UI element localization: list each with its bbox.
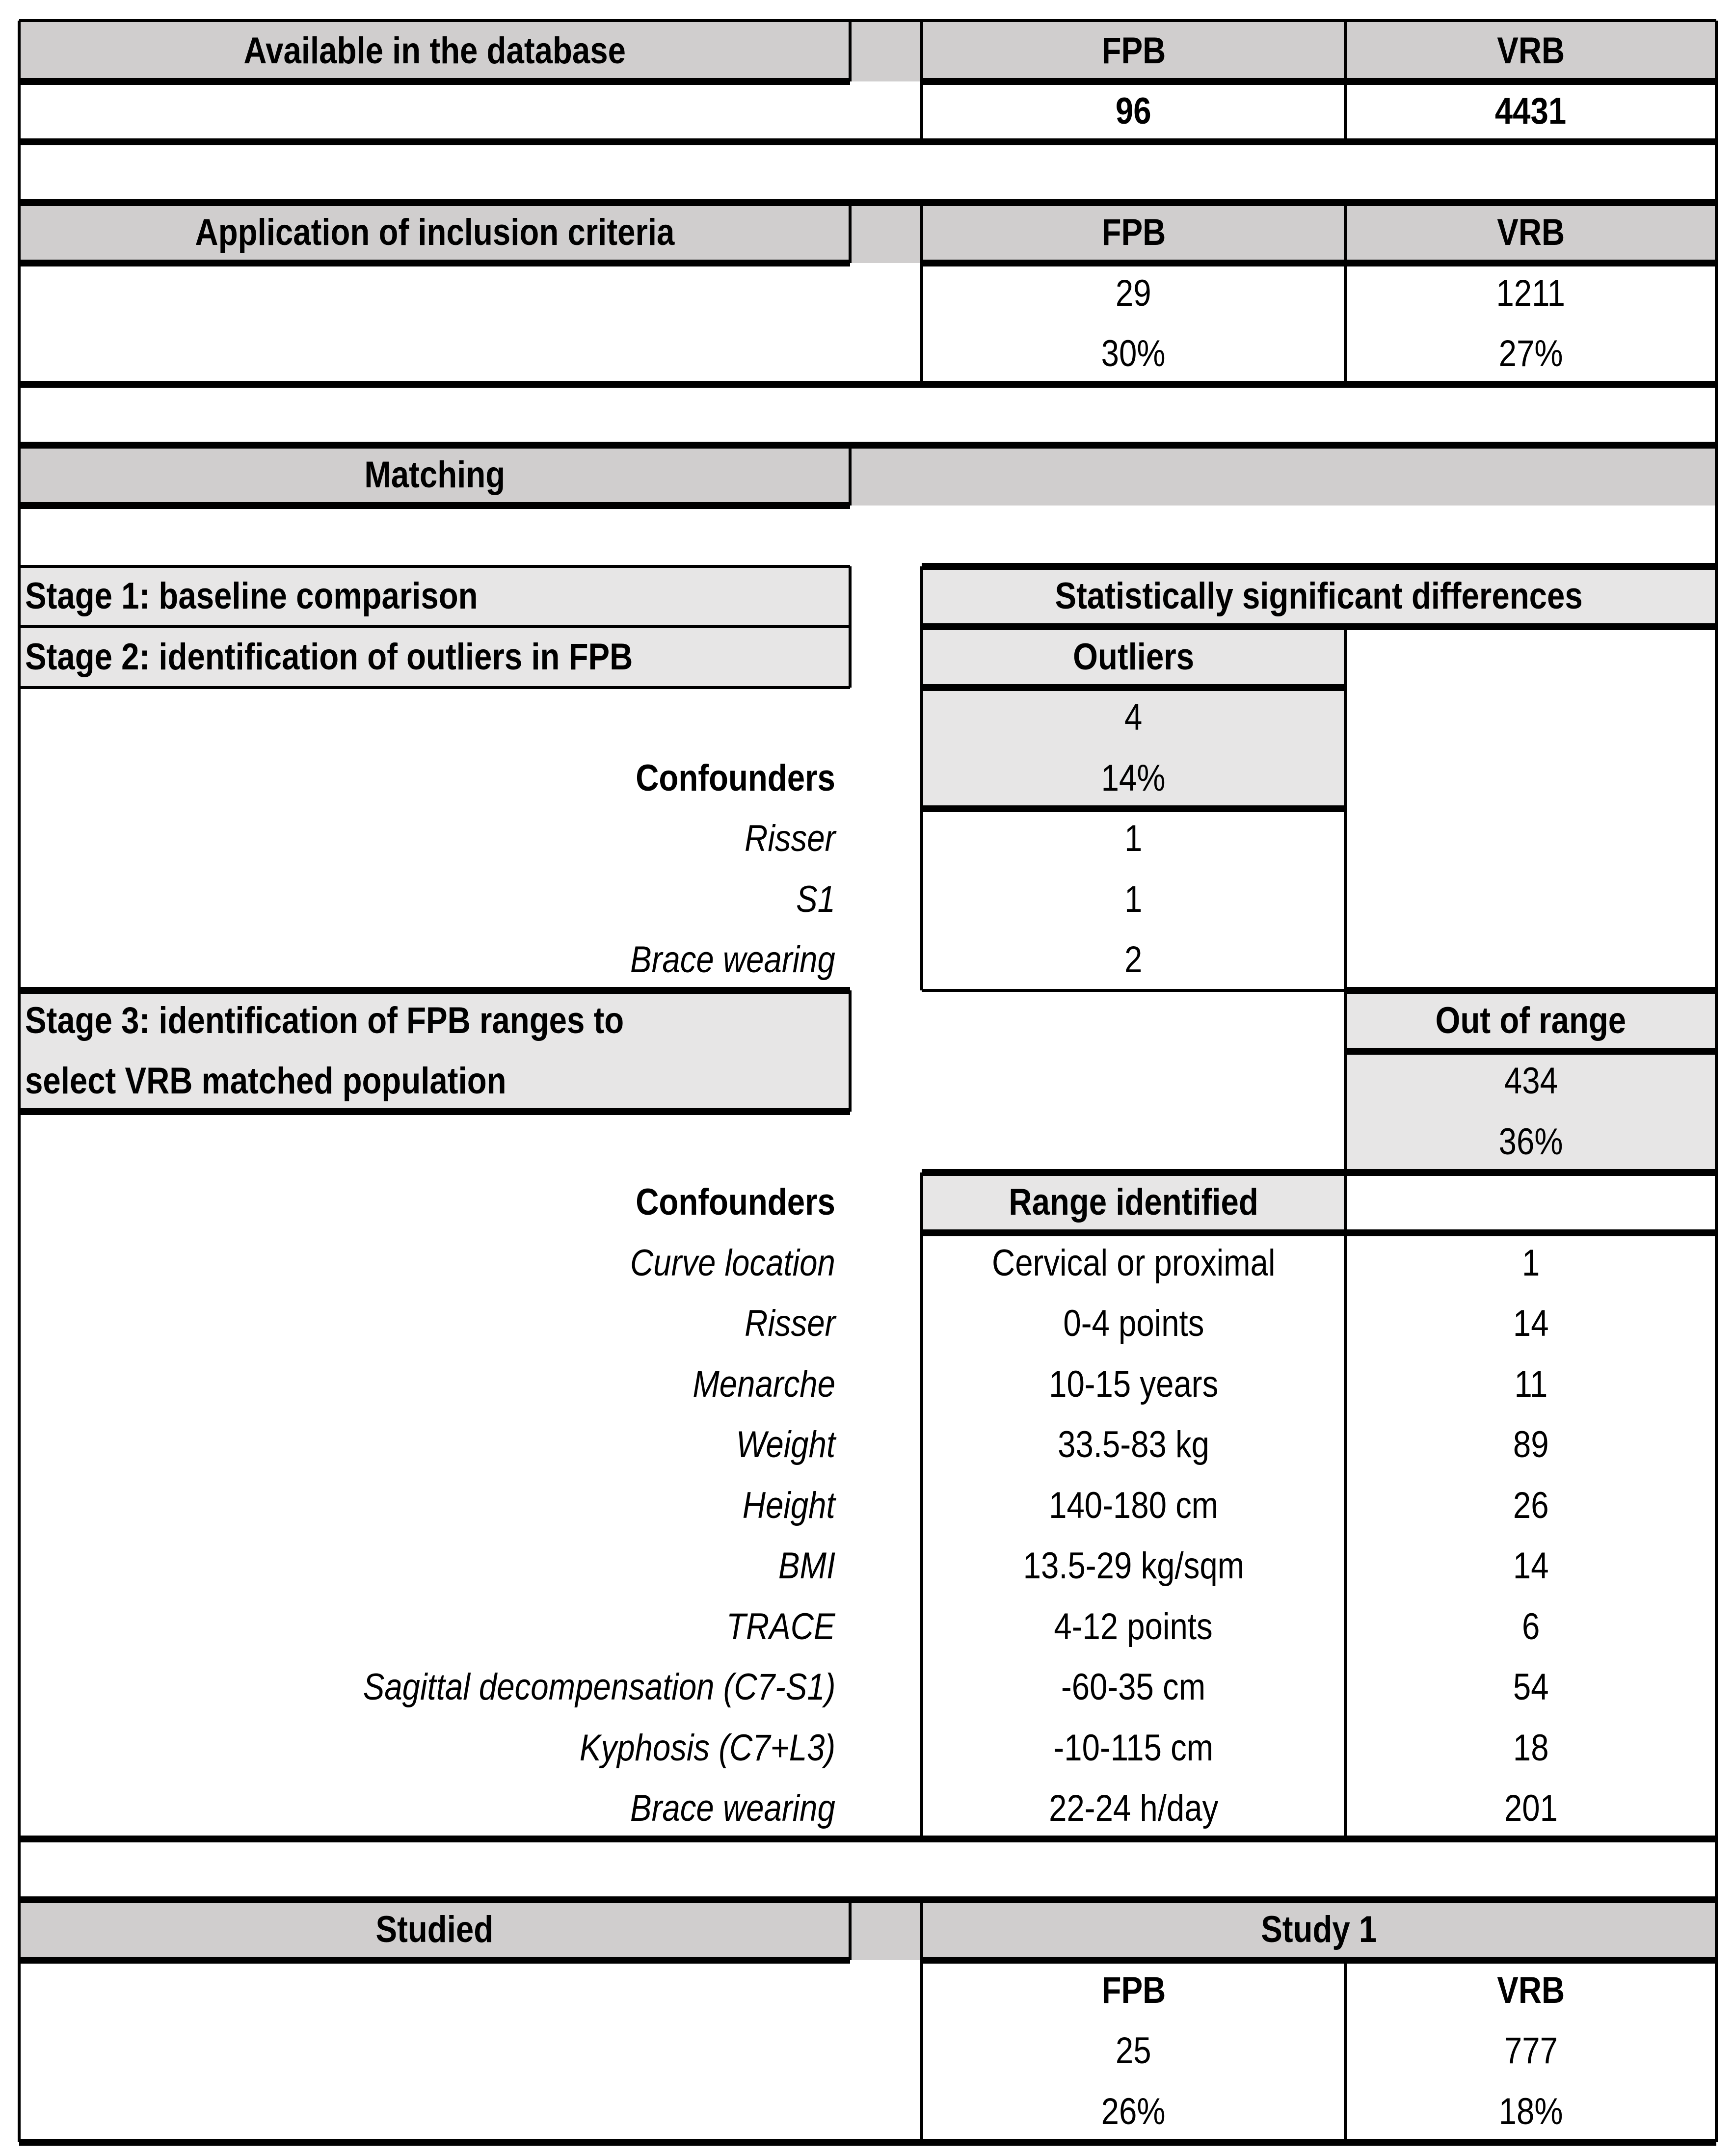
stage3-confounder-name-text: Menarche (693, 1363, 835, 1405)
stage3-confounder-range (922, 1657, 1345, 1718)
stage2-label-text: Stage 2: identification of outliers in FPB (25, 636, 633, 678)
border-line (922, 1229, 1716, 1236)
studied-fpb-count-text: 25 (1116, 2030, 1151, 2072)
border-line (920, 1172, 923, 1839)
stage1-result-header (922, 566, 1716, 627)
border-line (922, 1957, 1716, 1964)
border-line (19, 502, 850, 509)
studied-vrb-count (1345, 2021, 1716, 2082)
stage3-confounder-name (19, 1718, 850, 1779)
studied-vrb-percent (1345, 2081, 1716, 2142)
available-title-text: Available in the database (243, 29, 626, 72)
stage3-confounder-name-text: Brace wearing (630, 1787, 835, 1830)
stage3-confounder-range-text: 13.5-29 kg/sqm (1023, 1545, 1244, 1587)
border-line (920, 1900, 923, 2142)
stage2-confounder-value (922, 809, 1345, 870)
stage3-confounder-out-text: 89 (1513, 1424, 1549, 1466)
stage3-confounder-range-text: 0-4 points (1063, 1303, 1204, 1345)
stage3-confounder-name (19, 1354, 850, 1415)
stage3-confounder-out (1345, 1354, 1716, 1415)
available-col-vrb-text: VRB (1496, 29, 1565, 72)
stage3-confounder-out (1345, 1779, 1716, 1839)
border-line (19, 442, 1716, 449)
stage3-confounder-name (19, 1597, 850, 1657)
stage3-confounder-range-text: -60-35 cm (1061, 1666, 1206, 1708)
stage3-confounder-range-text: 22-24 h/day (1048, 1787, 1219, 1830)
stage3-confounder-out (1345, 1294, 1716, 1355)
stage2-confounder-name-text: Risser (744, 818, 835, 860)
border-line (19, 1108, 850, 1115)
stage3-confounder-out-text: 14 (1513, 1545, 1549, 1587)
outliers-percent-text: 14% (1101, 757, 1166, 799)
stage3-confounder-out-text: 26 (1513, 1484, 1549, 1526)
inclusion-col-vrb (1345, 203, 1716, 264)
studied-col-vrb (1345, 1960, 1716, 2021)
stage3-confounders-label (19, 1172, 850, 1233)
outliers-count (922, 688, 1345, 748)
inclusion-col-fpb-text: FPB (1101, 212, 1166, 254)
stage3-confounder-range-text: 4-12 points (1054, 1605, 1213, 1648)
stage2-confounder-value-text: 2 (1124, 939, 1143, 981)
out-of-range-header (1345, 990, 1716, 1051)
studied-fpb-percent-text: 26% (1101, 2090, 1166, 2132)
stage3-confounder-range-text: 33.5-83 kg (1058, 1424, 1209, 1466)
border-line (849, 566, 852, 688)
study-header (922, 1900, 1716, 1961)
stage3-confounder-out (1345, 1536, 1716, 1597)
stage3-confounder-range (922, 1779, 1345, 1839)
inclusion-title (19, 203, 850, 264)
border-line (849, 203, 852, 264)
out-of-range-count-text: 434 (1504, 1060, 1558, 1102)
inclusion-fpb-percent-text: 30% (1101, 333, 1166, 375)
stage2-confounder-name-text: Brace wearing (630, 939, 835, 981)
stage3-confounder-name (19, 1233, 850, 1294)
studied-fpb-percent (922, 2081, 1345, 2142)
border-line (19, 565, 850, 568)
stage3-confounder-out (1345, 1415, 1716, 1476)
inclusion-vrb-percent-text: 27% (1498, 333, 1563, 375)
available-title (19, 21, 850, 81)
border-line (19, 625, 850, 628)
border-line (920, 203, 923, 385)
border-line (849, 21, 852, 81)
range-identified-header-text: Range identified (1009, 1181, 1258, 1224)
stage1-result-header-text: Statistically significant differences (1055, 575, 1583, 617)
stage3-confounder-name (19, 1779, 850, 1839)
stage2-confounder-value-text: 1 (1124, 878, 1143, 920)
stage2-confounder-value (922, 930, 1345, 991)
inclusion-fpb-count (922, 263, 1345, 324)
outer-top-border (19, 19, 1716, 22)
stage3-confounder-out (1345, 1233, 1716, 1294)
stage3-confounder-range (922, 1475, 1345, 1536)
inclusion-vrb-percent (1345, 324, 1716, 385)
stage3-confounder-range (922, 1718, 1345, 1779)
available-vrb-value-text: 4431 (1495, 90, 1567, 133)
border-line (922, 989, 1345, 992)
stage3-label-line-1: Stage 3: identification of FPB ranges to (25, 999, 624, 1041)
stage2-confounder-name (19, 930, 850, 991)
stage3-confounder-range (922, 1354, 1345, 1415)
border-line (922, 623, 1716, 630)
stage3-confounder-name-text: Sagittal decompensation (C7-S1) (363, 1666, 835, 1708)
inclusion-title-text: Application of inclusion criteria (195, 212, 674, 254)
border-line (849, 1900, 852, 1961)
available-col-vrb (1345, 21, 1716, 81)
stage1-label-text: Stage 1: baseline comparison (25, 575, 478, 617)
range-identified-header (922, 1172, 1345, 1233)
border-line (19, 686, 850, 689)
stage2-confounder-value-text: 1 (1124, 818, 1143, 860)
inclusion-vrb-count-text: 1211 (1496, 272, 1566, 314)
studied-title-text: Studied (375, 1909, 494, 1951)
stage3-confounder-name-text: BMI (778, 1545, 835, 1587)
stage2-confounders-label-text: Confounders (636, 757, 835, 799)
stage3-confounder-out-text: 14 (1513, 1303, 1549, 1345)
studied-col-vrb-text: VRB (1496, 1969, 1565, 2011)
stage2-confounder-name (19, 809, 850, 870)
available-vrb-value (1345, 81, 1716, 142)
stage2-confounders-label (19, 748, 850, 809)
stage3-confounder-out-text: 6 (1521, 1605, 1540, 1648)
available-col-fpb (922, 21, 1345, 81)
stage3-confounder-out (1345, 1597, 1716, 1657)
stage2-label (19, 627, 850, 688)
stage1-label (19, 566, 850, 627)
stage3-confounder-name (19, 1536, 850, 1597)
stage3-confounder-out-text: 54 (1513, 1666, 1549, 1708)
stage2-confounder-name (19, 869, 850, 930)
border-line (922, 1169, 1716, 1176)
available-fpb-value (922, 81, 1345, 142)
stage3-confounder-out-text: 18 (1513, 1727, 1549, 1769)
outliers-header (922, 627, 1345, 688)
border-line (922, 260, 1716, 266)
stage3-confounder-out (1345, 1718, 1716, 1779)
border-line (19, 987, 850, 994)
study-header-text: Study 1 (1261, 1909, 1377, 1951)
stage3-confounder-name (19, 1657, 850, 1718)
inclusion-fpb-count-text: 29 (1116, 272, 1151, 314)
stage3-confounder-name-text: Height (743, 1484, 835, 1526)
stage3-confounder-range (922, 1233, 1345, 1294)
matching-title-text: Matching (364, 454, 505, 496)
studied-title (19, 1900, 850, 1961)
stage3-confounder-name (19, 1475, 850, 1536)
stage3-confounder-out-text: 201 (1504, 1787, 1558, 1830)
inclusion-vrb-count (1345, 263, 1716, 324)
outer-left-border (18, 21, 21, 2142)
border-line (19, 1896, 1716, 1903)
stage2-confounder-name-text: S1 (796, 878, 835, 920)
border-line (1344, 990, 1347, 1839)
stage3-confounder-range-text: 10-15 years (1048, 1363, 1219, 1405)
border-line (1345, 987, 1716, 994)
inclusion-col-fpb (922, 203, 1345, 264)
stage3-confounder-range (922, 1415, 1345, 1476)
out-of-range-percent-text: 36% (1498, 1120, 1563, 1163)
studied-col-fpb (922, 1960, 1345, 2021)
studied-vrb-count-text: 777 (1504, 2030, 1558, 2072)
border-line (849, 990, 852, 1112)
border-line (19, 1957, 850, 1964)
stage3-confounder-out (1345, 1475, 1716, 1536)
outliers-percent (922, 748, 1345, 809)
studied-fpb-count (922, 2021, 1345, 2082)
border-line (922, 684, 1345, 691)
out-of-range-header-text: Out of range (1435, 999, 1626, 1041)
border-line (19, 78, 850, 85)
stage3-confounder-name (19, 1415, 850, 1476)
stage3-confounder-name (19, 1294, 850, 1355)
stage3-confounder-name-text: Risser (744, 1303, 835, 1345)
border-line (849, 445, 852, 506)
border-line (922, 563, 1716, 570)
outliers-header-text: Outliers (1072, 636, 1194, 678)
border-line (19, 381, 1716, 388)
stage3-confounder-name-text: Kyphosis (C7+L3) (579, 1727, 835, 1769)
border-line (19, 199, 1716, 206)
available-fpb-value-text: 96 (1116, 90, 1151, 133)
available-col-fpb-text: FPB (1101, 29, 1166, 72)
stage3-confounders-label-text: Confounders (636, 1181, 835, 1224)
border-line (1345, 1048, 1716, 1055)
stage3-label (19, 990, 850, 1112)
stage3-confounder-out-text: 11 (1514, 1363, 1547, 1405)
border-line (19, 138, 1716, 145)
stage3-label-line-2: select VRB matched population (25, 1060, 507, 1102)
stage3-confounder-name-text: TRACE (726, 1605, 835, 1648)
out-of-range-count (1345, 1051, 1716, 1112)
stage3-confounder-out (1345, 1657, 1716, 1718)
out-of-range-percent (1345, 1112, 1716, 1172)
stage2-confounder-value (922, 869, 1345, 930)
matching-title (19, 445, 850, 506)
border-line (922, 78, 1716, 85)
outer-right-border (1715, 21, 1718, 2142)
border-line (1344, 203, 1347, 385)
outliers-count-text: 4 (1124, 696, 1143, 739)
inclusion-col-vrb-text: VRB (1496, 212, 1565, 254)
studied-col-fpb-text: FPB (1101, 1969, 1166, 2011)
border-line (19, 1836, 1716, 1842)
stage3-confounder-range (922, 1597, 1345, 1657)
inclusion-fpb-percent (922, 324, 1345, 385)
outer-bottom-border (19, 2139, 1716, 2146)
stage3-confounder-range (922, 1536, 1345, 1597)
stage3-confounder-range-text: 140-180 cm (1048, 1484, 1219, 1526)
stage3-confounder-name-text: Weight (736, 1424, 835, 1466)
studied-vrb-percent-text: 18% (1498, 2090, 1563, 2132)
border-line (922, 805, 1345, 812)
stage3-confounder-name-text: Curve location (630, 1242, 835, 1284)
stage3-confounder-out-text: 1 (1521, 1242, 1540, 1284)
stage3-confounder-range-text: -10-115 cm (1053, 1727, 1214, 1769)
stage3-confounder-range (922, 1294, 1345, 1355)
border-line (1344, 1960, 1347, 2142)
stage3-confounder-range-text: Cervical or proximal (991, 1242, 1276, 1284)
border-line (19, 260, 850, 266)
